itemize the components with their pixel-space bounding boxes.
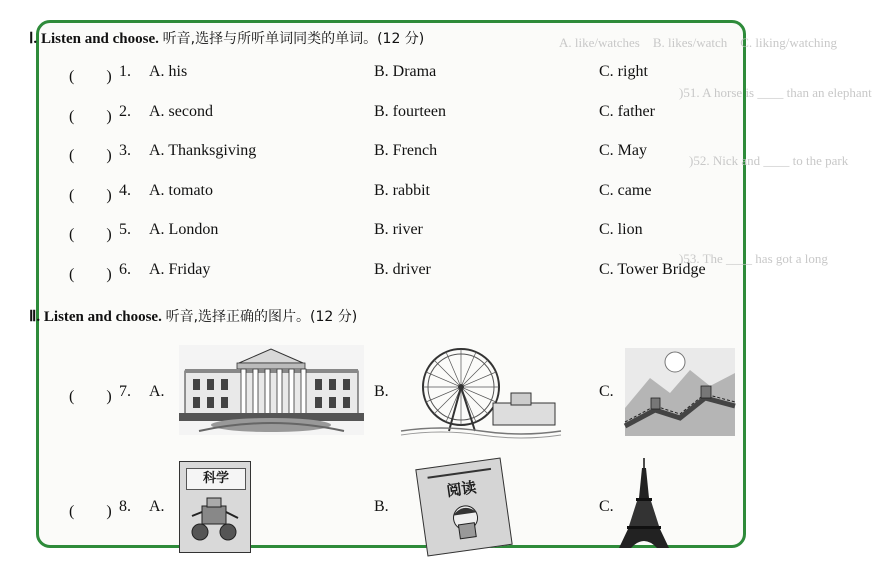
answer-blank[interactable]: ( ) <box>69 388 112 405</box>
option-a: A. his <box>149 63 188 80</box>
question-number: 7. <box>119 383 131 400</box>
bleed-through-text: )51. A horse is ____ than an elephant <box>679 85 872 100</box>
option-b: B. driver <box>374 261 431 278</box>
option-label: A. <box>149 383 165 400</box>
bleed-through-text: )53. The ____ has got a long <box>679 251 828 266</box>
question-number: 6. <box>119 261 131 278</box>
bleed-through-text: A. like/watches B. likes/watch C. liking/watching <box>559 35 838 50</box>
option-label: B. <box>374 498 389 515</box>
question-number: 3. <box>119 142 131 159</box>
answer-blank[interactable]: ( ) <box>69 503 112 520</box>
bleed-through-text: )52. Nick and ____ to the park <box>689 153 849 168</box>
science-book-picture[interactable] <box>179 461 251 553</box>
london-eye-picture[interactable] <box>401 345 561 437</box>
reader-face-icon <box>445 500 486 545</box>
section-2-heading: Ⅱ. Listen and choose. 听音,选择正确的图片。(12 分) <box>29 309 358 325</box>
book-title: 科学 <box>186 468 246 490</box>
option-c: C. right <box>599 63 648 80</box>
answer-blank[interactable]: ( ) <box>69 147 112 164</box>
great-wall-picture[interactable] <box>625 348 735 436</box>
book-title: 阅读 <box>445 478 478 501</box>
answer-blank[interactable]: ( ) <box>69 187 112 204</box>
option-c: C. came <box>599 182 652 199</box>
option-b: B. fourteen <box>374 103 446 120</box>
option-a: A. Thanksgiving <box>149 142 257 159</box>
question-number: 4. <box>119 182 131 199</box>
question-number: 2. <box>119 103 131 120</box>
answer-blank[interactable]: ( ) <box>69 226 112 243</box>
option-label: C. <box>599 383 614 400</box>
option-b: B. river <box>374 221 423 238</box>
question-number: 5. <box>119 221 131 238</box>
option-a: A. tomato <box>149 182 213 199</box>
option-c: C. May <box>599 142 647 159</box>
answer-blank[interactable]: ( ) <box>69 108 112 125</box>
question-number: 8. <box>119 498 131 515</box>
question-number: 1. <box>119 63 131 80</box>
answer-blank[interactable]: ( ) <box>69 68 112 85</box>
option-label: C. <box>599 498 614 515</box>
white-house-picture[interactable] <box>179 345 364 435</box>
reading-book-picture[interactable] <box>415 457 512 556</box>
section-1-heading: Ⅰ. Listen and choose. 听音,选择与所听单词同类的单词。(12 分) <box>29 31 425 47</box>
option-c: C. lion <box>599 221 643 238</box>
option-c: C. Tower Bridge <box>599 261 706 278</box>
option-b: B. rabbit <box>374 182 430 199</box>
option-c: C. father <box>599 103 655 120</box>
answer-blank[interactable]: ( ) <box>69 266 112 283</box>
eiffel-tower-picture[interactable] <box>619 458 669 548</box>
option-a: A. Friday <box>149 261 211 278</box>
option-label: B. <box>374 383 389 400</box>
option-label: A. <box>149 498 165 515</box>
robot-icon <box>188 496 242 546</box>
option-a: A. second <box>149 103 213 120</box>
option-a: A. London <box>149 221 219 238</box>
option-b: B. French <box>374 142 438 159</box>
option-b: B. Drama <box>374 63 437 80</box>
worksheet-frame <box>29 20 872 548</box>
